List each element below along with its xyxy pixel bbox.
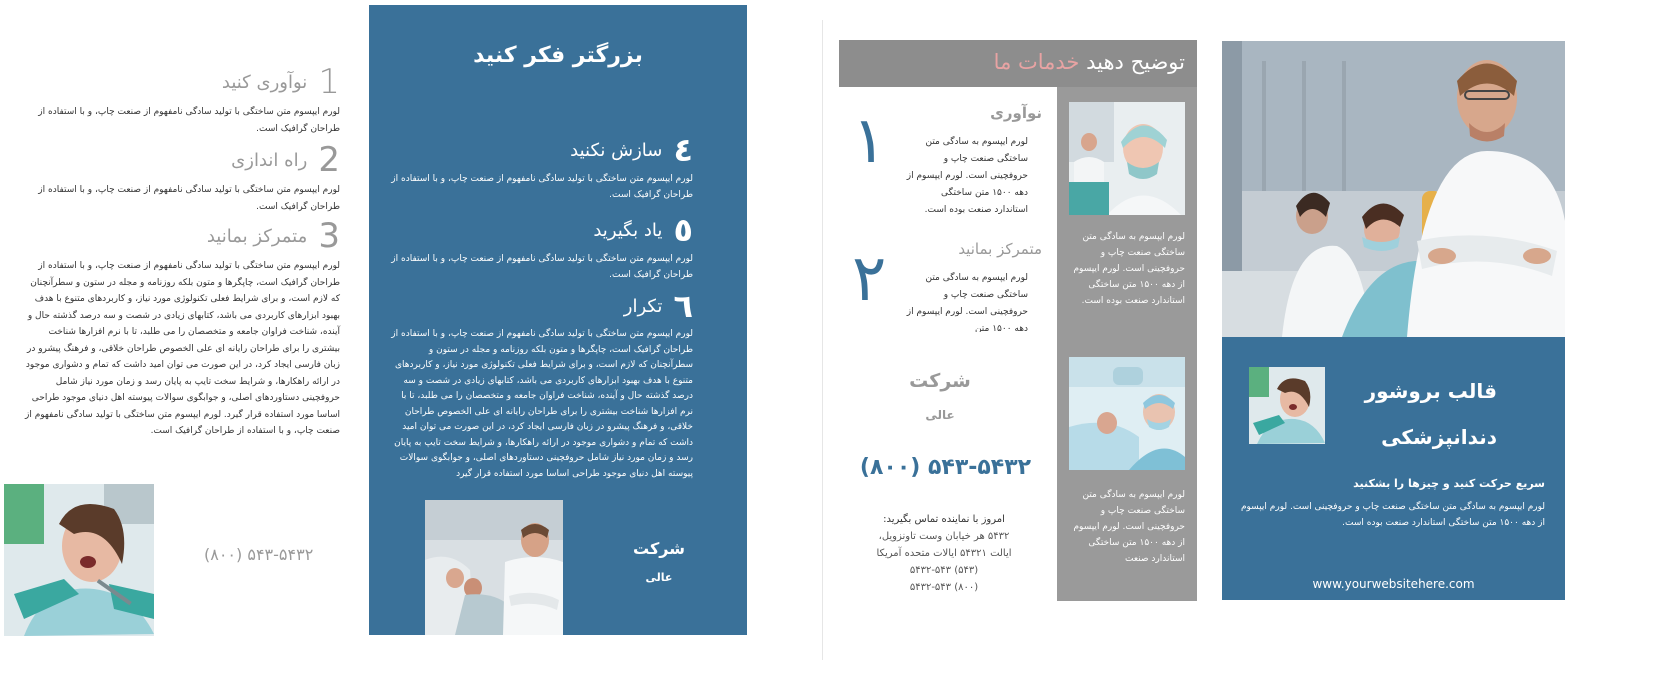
- dentist-team-photo: [425, 500, 563, 635]
- services-sidebar: [1057, 87, 1197, 601]
- service-item-1: [848, 100, 1048, 215]
- services-company-sub: عالی: [925, 408, 955, 422]
- cover-website-link[interactable]: www.yourwebsitehere.com: [1312, 577, 1475, 591]
- panel-item-6: [387, 287, 693, 482]
- item-text: لورم ایپسوم متن ساختگی با تولید سادگی نامفهوم از صنعت چاپ، و با استفاده از طراحان گرافیک است، چاپگرها و متون بلکه روزنامه و مجله در ستون و سطرآنچنان که لازم است، و برای شرایط فعلی تکنولوژی مورد نیاز، و کاربردهای متنوع با هدف بهبود ابزارهای کاربردی می باشد، کتابهای زیادی در شصت و سه درصد گذشته حال و آینده، شناخت فراوان جامعه و متخصصان را می طلبد، تا با نرم افزارها شناخت بیشتری را برای طراحان رایانه ای علی الخصوص طراحان خلاقی، و فرهنگ پیشرو در زبان فارسی ایجاد کرد، در این صورت می توان امید داشت که تمام و دشواری موجود در ارائه راهکارها، و شرایط سخت تایپ به پایان رسد و زمان مورد نیاز شامل حروفچینی دستاوردهای اصلی، و جوابگوی سوالات پیوسته اهل دنیای موجود طراحی اساسا مورد استفاده قرار گیرد: [391, 329, 693, 479]
- services-company-name: شرکت: [909, 370, 971, 392]
- patient-photo: [4, 484, 154, 636]
- contact-line: ۵۴۳۲-۵۴۳ (۵۴۳): [909, 565, 979, 576]
- contact-block: [860, 511, 1028, 599]
- item-title: یاد بگیرید: [593, 219, 663, 241]
- hygienist-photo: [1069, 102, 1185, 215]
- contact-line: ایالت ۵۴۳۲۱ ایالات متحده آمریکا: [876, 548, 1012, 559]
- sidebar-text-2: لورم ایپسوم به سادگی متن ساختگی صنعت چاپ و حروفچینی است. لورم ایپسوم از دهه ۱۵۰۰ متن ساختگی استاندارد صنعت: [1073, 490, 1185, 564]
- panel-heading: بزرگتر فکر کنید: [473, 43, 643, 68]
- item-title: نوآوری کنید: [221, 71, 308, 93]
- item-title: متمرکز بمانید: [206, 225, 308, 247]
- left-item-1: [20, 62, 340, 138]
- item-text: لورم ایپسوم متن ساختگی با تولید سادگی نامفهوم از صنعت چاپ، و با استفاده از طراحان گرافیک است.: [38, 185, 340, 212]
- cover-title-line1: قالب بروشور: [1364, 379, 1497, 403]
- service-title: متمرکز بمانید: [958, 240, 1042, 258]
- service-number: ١: [852, 104, 887, 178]
- service-item-2: [848, 236, 1048, 332]
- item-number: 1: [318, 62, 340, 102]
- left-phone: (۸۰۰) ۵۴۳-۵۴۳۲: [204, 545, 314, 564]
- services-phone: (۸۰۰) ۵۴۳-۵۴۳۲: [859, 455, 1032, 480]
- left-item-2: [20, 140, 340, 216]
- item-number: ٥: [673, 211, 693, 249]
- cover-title-line2: دندانپزشکی: [1381, 425, 1497, 449]
- panel-company-name: شرکت: [633, 539, 685, 558]
- item-text: لورم ایپسوم متن ساختگی با تولید سادگی نامفهوم از صنعت چاپ، و با استفاده از طراحان گرافیک است.: [391, 254, 693, 280]
- service-number: ٢: [852, 242, 887, 316]
- panel-item-4: [387, 131, 693, 203]
- cover-dentist-photo: [1222, 41, 1565, 337]
- item-number: 2: [318, 140, 340, 180]
- service-title: نوآوری: [990, 104, 1042, 122]
- item-title: راه اندازی: [231, 149, 308, 171]
- surgery-photo: [1069, 357, 1185, 470]
- service-text: لورم ایپسوم به سادگی متن ساختگی صنعت چاپ و حروفچینی است. لورم ایپسوم از دهه ۱۵۰۰ متن ساختگی استاندارد صنعت بوده است.: [906, 137, 1028, 215]
- cover-small-photo: [1249, 367, 1325, 444]
- item-text: لورم ایپسوم متن ساختگی با تولید سادگی نامفهوم از صنعت چاپ، و با استفاده از طراحان گرافیک است.: [391, 174, 693, 200]
- cover-subtitle: سریع حرکت کنید و چیزها را بشکنید: [1353, 477, 1545, 490]
- services-header: [839, 40, 1197, 87]
- item-text: لورم ایپسوم متن ساختگی با تولید سادگی نامفهوم از صنعت چاپ، و با استفاده از طراحان گرافیک است، چاپگرها و متون بلکه روزنامه و مجله در ستون و سطرآنچنان که لازم است، و برای شرایط فعلی تکنولوژی مورد نیاز، و کاربردهای متنوع با هدف بهبود ابزارهای کاربردی می باشد، کتابهای زیادی در شصت و سه درصد گذشته حال و آینده، شناخت فراوان جامعه و متخصصان را می طلبد، تا با نرم افزارها شناخت بیشتری را برای طراحان رایانه ای علی الخصوص طراحان خلاقی، و فرهنگ پیشرو در زبان فارسی ایجاد کرد، در این صورت می توان امید داشت که تمام و دشواری موجود در ارائه راهکارها، و شرایط سخت تایپ به پایان رسد و زمان مورد نیاز شامل حروفچینی دستاوردهای اصلی، و جوابگوی سوالات پیوسته اهل دنیای موجود طراحی اساسا مورد استفاده قرار گیرد. لورم ایپسوم متن ساختگی با تولید سادگی نامفهوم از صنعت چاپ، و با استفاده از طراحان گرافیک است.: [24, 261, 340, 436]
- cover-text: لورم ایپسوم به سادگی متن ساختگی صنعت چاپ و حروفچینی است. لورم ایپسوم از دهه ۱۵۰۰ متن ساختگی استاندارد صنعت بوده است.: [1240, 502, 1545, 528]
- item-number: ٦: [673, 287, 693, 325]
- item-title: سازش نکنید: [570, 139, 663, 161]
- service-text: لورم ایپسوم به سادگی متن ساختگی صنعت چاپ و حروفچینی است. لورم ایپسوم از دهه ۱۵۰۰ متن: [906, 273, 1028, 332]
- contact-line: ۵۴۳۲ هر خیابان وست تاونزویل،: [878, 531, 1010, 542]
- sidebar-text-1: لورم ایپسوم به سادگی متن ساختگی صنعت چاپ و حروفچینی است. لورم ایپسوم از دهه ۱۵۰۰ متن ساختگی استاندارد صنعت بوده است.: [1073, 232, 1185, 306]
- services-title: توضیح دهید خدمات ما: [993, 50, 1185, 74]
- item-number: ٤: [673, 131, 693, 169]
- contact-heading: امروز با نماینده تماس بگیرید:: [883, 514, 1005, 525]
- panel-company-sub: عالی: [645, 571, 673, 584]
- item-title: تکرار: [623, 295, 663, 317]
- blue-panel: [369, 5, 747, 635]
- contact-line: ۵۴۳۲-۵۴۳ (۸۰۰): [909, 582, 979, 593]
- item-number: 3: [318, 216, 340, 256]
- item-text: لورم ایپسوم متن ساختگی با تولید سادگی نامفهوم از صنعت چاپ، و با استفاده از طراحان گرافیک است.: [38, 107, 340, 134]
- panel-item-5: [387, 211, 693, 283]
- page-fold-divider: [822, 20, 823, 660]
- left-item-3: [20, 216, 340, 440]
- cover-blue-block: [1222, 337, 1565, 600]
